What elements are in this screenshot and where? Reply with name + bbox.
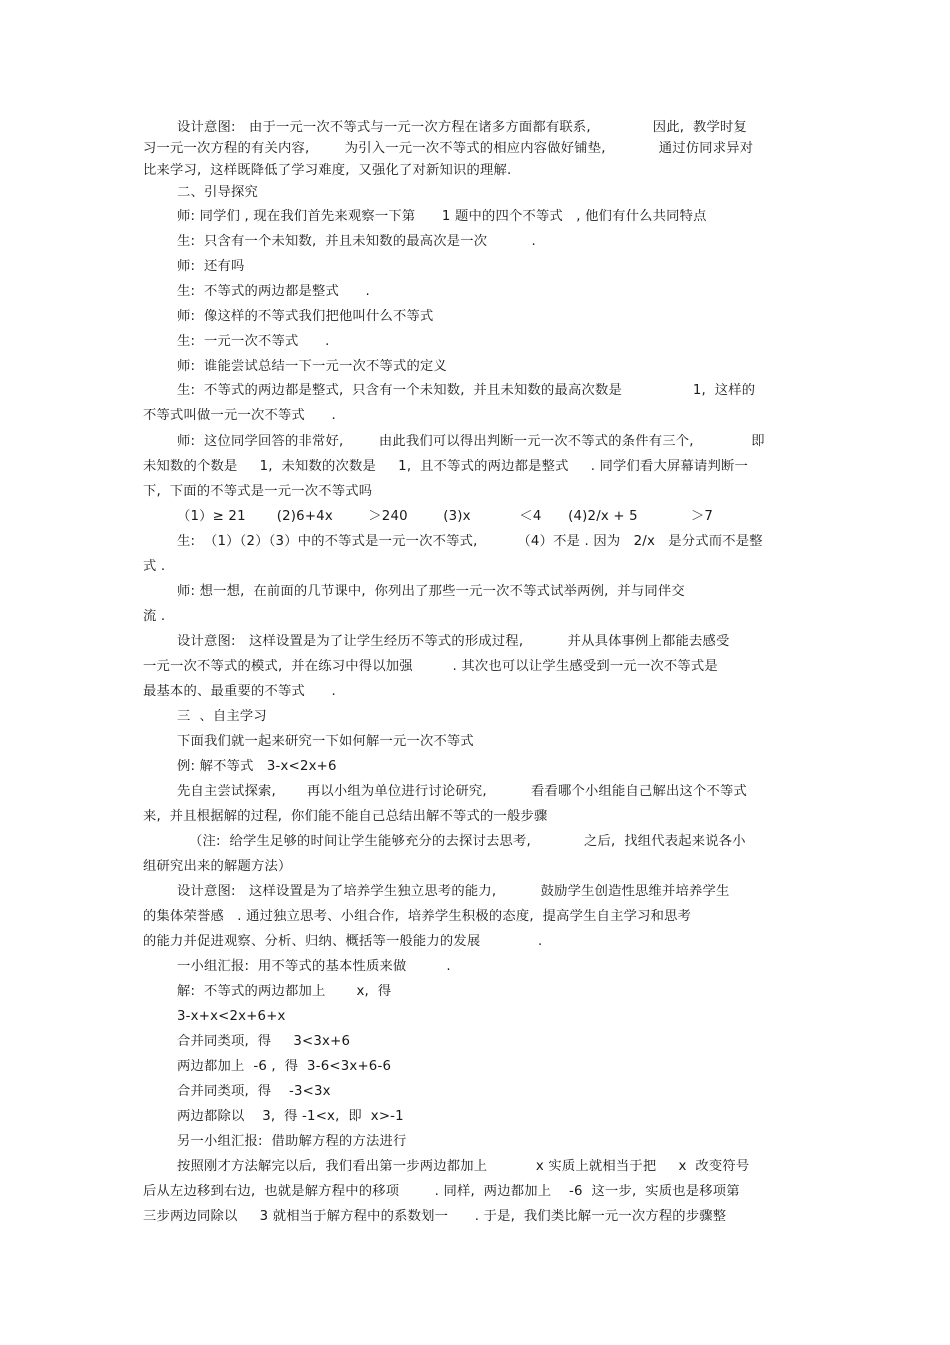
dialogue-line: 师: 想一想, 在前面的几节课中, 你列出了那些一元一次不等式试举两例, 并与同伴交 <box>177 584 685 599</box>
paragraph-line: 下, 下面的不等式是一元一次不等式吗 <box>143 484 373 499</box>
paragraph-line: 最基本的、最重要的不等式 . <box>143 684 336 699</box>
paragraph-line: 设计意图: 这样设置是为了让学生经历不等式的形成过程, 并从具体事例上都能去感受 <box>177 634 730 649</box>
section-heading: 二、引导探究 <box>177 185 258 200</box>
note-line: 组研究出来的解题方法） <box>143 859 292 874</box>
dialogue-line: 师: 这位同学回答的非常好, 由此我们可以得出判断一元一次不等式的条件有三个, 即 <box>177 434 765 449</box>
dialogue-line: 生: 一元一次不等式 . <box>177 334 330 349</box>
inequality-list: （1）≥ 21 (2)6+4x ＞240 (3)x ＜4 (4)2/x + 5 ＞7 <box>177 509 714 524</box>
paragraph-line: 三步两边同除以 3 就相当于解方程中的系数划一 . 于是, 我们类比解一元一次方程的步骤整 <box>143 1209 727 1224</box>
paragraph-line: 比来学习, 这样既降低了学习难度, 又强化了对新知识的理解. <box>143 163 512 178</box>
paragraph-line: 后从左边移到右边, 也就是解方程中的移项 . 同样, 两边都加上 -6 这一步, 实质也是移项第 <box>143 1184 740 1199</box>
dialogue-line: 师: 同学们 , 现在我们首先来观察一下第 1 题中的四个不等式 , 他们有什么共同特点 <box>177 209 707 224</box>
solution-line: 合并同类项, 得 -3<3x <box>177 1084 331 1099</box>
paragraph-line: 来, 并且根据解的过程, 你们能不能自己总结出解不等式的一般步骤 <box>143 809 548 824</box>
example-line: 例: 解不等式 3-x<2x+6 <box>177 759 337 774</box>
solution-line: 解: 不等式的两边都加上 x, 得 <box>177 984 392 999</box>
section-heading: 三 、自主学习 <box>177 709 267 724</box>
paragraph-line: 不等式叫做一元一次不等式 . <box>143 408 336 423</box>
solution-line: 两边都除以 3, 得 -1<x, 即 x>-1 <box>177 1109 404 1124</box>
dialogue-line: 生: 只含有一个未知数, 并且未知数的最高次是一次 . <box>177 234 536 249</box>
paragraph-line: 先自主尝试探索, 再以小组为单位进行讨论研究, 看看哪个小组能自己解出这个不等式 <box>177 784 747 799</box>
paragraph-line: 未知数的个数是 1, 未知数的次数是 1, 且不等式的两边都是整式 . 同学们看大屏幕请判断一 <box>143 459 749 474</box>
paragraph-line: 按照刚才方法解完以后, 我们看出第一步两边都加上 x 实质上就相当于把 x 改变符号 <box>177 1159 750 1174</box>
dialogue-line: 师: 谁能尝试总结一下一元一次不等式的定义 <box>177 359 447 374</box>
dialogue-line: 生: （1）（2）（3）中的不等式是一元一次不等式, （4）不是 . 因为 2/x 是分式而不是整 <box>177 534 763 549</box>
paragraph-line: 习一元一次方程的有关内容, 为引入一元一次不等式的相应内容做好铺垫, 通过仿同求异对 <box>143 141 754 156</box>
paragraph-line: 一小组汇报: 用不等式的基本性质来做 . <box>177 959 451 974</box>
paragraph-line: 的集体荣誉感 . 通过独立思考、小组合作, 培养学生积极的态度, 提高学生自主学习和思考 <box>143 909 692 924</box>
paragraph-line: 下面我们就一起来研究一下如何解一元一次不等式 <box>177 734 474 749</box>
dialogue-line: 生: 不等式的两边都是整式, 只含有一个未知数, 并且未知数的最高次数是 1, 这样的 <box>177 383 756 398</box>
paragraph-line: 流 . <box>143 609 166 624</box>
solution-line: 3-x+x<2x+6+x <box>177 1009 286 1024</box>
dialogue-line: 师: 像这样的不等式我们把他叫什么不等式 <box>177 309 434 324</box>
paragraph-line: 一元一次不等式的模式, 并在练习中得以加强 . 其次也可以让学生感受到一元一次不等式是 <box>143 659 718 674</box>
dialogue-line: 生: 不等式的两边都是整式 . <box>177 284 370 299</box>
note-line: （注: 给学生足够的时间让学生能够充分的去探讨去思考, 之后, 找组代表起来说各小 <box>189 834 746 849</box>
paragraph-line: 设计意图: 由于一元一次不等式与一元一次方程在诸多方面都有联系, 因此, 教学时复 <box>177 120 748 135</box>
paragraph-line: 的能力并促进观察、分析、归纳、概括等一般能力的发展 . <box>143 934 543 949</box>
paragraph-line: 式 . <box>143 559 166 574</box>
paragraph-line: 另一小组汇报: 借助解方程的方法进行 <box>177 1134 407 1149</box>
solution-line: 两边都加上 -6 , 得 3-6<3x+6-6 <box>177 1059 392 1074</box>
dialogue-line: 师: 还有吗 <box>177 259 245 274</box>
solution-line: 合并同类项, 得 3<3x+6 <box>177 1034 351 1049</box>
paragraph-line: 设计意图: 这样设置是为了培养学生独立思考的能力, 鼓励学生创造性思维并培养学生 <box>177 884 730 899</box>
